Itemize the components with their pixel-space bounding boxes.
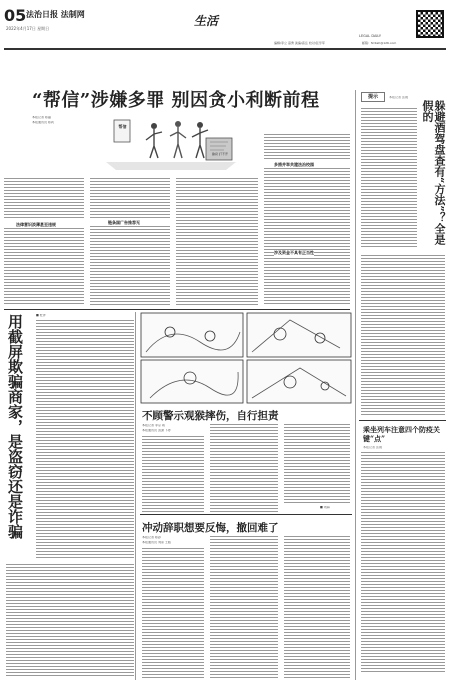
comic-strip	[140, 312, 352, 404]
main-col-4a	[264, 134, 350, 160]
middle-divider	[140, 514, 352, 515]
main-illustration	[106, 112, 236, 172]
middle-byline-2: 本报通讯员 袁潇 下亦	[142, 429, 171, 432]
bottom-col-3	[284, 536, 350, 678]
main-col-2b	[90, 226, 170, 306]
bottom-article	[140, 516, 352, 680]
sidebar-second-title: 乘坐列车注意四个防疫关键“点”	[363, 425, 440, 443]
sidebar-tag-text: 提示	[367, 94, 378, 100]
bottom-col-1	[142, 548, 204, 678]
main-byline-2: 本报通讯员 陈莉	[32, 121, 54, 124]
main-subhead-2: 涉及资金不具有正当性	[274, 250, 314, 255]
left-col-1	[36, 320, 134, 560]
email-line: 邮箱：fzrbsh@126.com	[362, 41, 397, 45]
middle-col-2	[210, 424, 278, 512]
sidebar-second-byline: 本报记者 张晨	[363, 446, 382, 449]
middle-bottom-author: ■ 刘海	[320, 506, 330, 509]
bottom-byline-1: 本报记者 陈孙	[142, 536, 161, 539]
middle-byline-1: 本报记者 李京 雨	[142, 424, 165, 427]
main-col-2	[90, 178, 170, 218]
sidebar-tag	[361, 92, 385, 102]
sidebar-vertical-title: 躲避酒驾盘查有“方法”？全是假的	[421, 100, 446, 245]
page-number: 05	[4, 6, 27, 25]
sidebar-col-1	[361, 108, 417, 248]
qr-code	[416, 10, 444, 38]
sidebar-divider	[359, 420, 446, 421]
main-col-1b	[4, 228, 84, 306]
sidebar-right	[355, 90, 446, 680]
middle-headline: 不顾警示观猴摔伤，自行担责	[142, 410, 279, 422]
illustration-sign-left: 帮信	[118, 124, 127, 129]
left-vrule	[135, 312, 136, 680]
section-title: 生活	[194, 14, 219, 28]
main-article	[4, 50, 350, 308]
sidebar-byline: 本报记者 张晨	[389, 96, 408, 99]
main-col-1	[4, 178, 84, 220]
illustration-sign-right: 偷窃 打不开	[212, 152, 228, 156]
date-line: 2022年4月17日 星期日	[6, 26, 50, 31]
bottom-col-2	[210, 536, 278, 678]
section-sub: LEGAL DAILY	[359, 34, 382, 38]
main-subhead-4: 链条国广告推荐无	[108, 220, 140, 225]
editors-line: 编辑/李立 高勇 美编/高岳 校对/张学军	[274, 41, 325, 45]
main-subhead-3: 多措并举共建法治校园	[274, 162, 314, 167]
main-divider	[4, 309, 350, 310]
bottom-byline-2: 本报通讯员 刘彦 王瓶	[142, 541, 171, 544]
main-col-4	[264, 168, 350, 306]
paper-masthead: 法治日报 法制网	[26, 9, 85, 19]
main-subhead-1: 法律意识淡薄甚至违规	[16, 222, 56, 227]
middle-col-3	[284, 424, 350, 504]
main-col-3	[176, 178, 258, 306]
sidebar-col-3	[361, 452, 445, 674]
middle-col-1	[142, 436, 204, 512]
left-vertical-title: 用截屏欺骗商家，是盗窃还是诈骗	[6, 314, 24, 539]
page-header	[4, 4, 446, 54]
left-col-2	[6, 564, 134, 676]
left-article	[4, 312, 136, 680]
main-headline: “帮信”涉嫌多罪 别因贪小利断前程	[32, 90, 320, 111]
left-byline: ■ 杜洋	[36, 314, 46, 317]
bottom-headline: 冲动辞职想要反悔，撤回难了	[142, 522, 279, 534]
main-byline-1: 本报记者 陈磊	[32, 116, 51, 119]
sidebar-vrule	[355, 90, 356, 680]
sidebar-col-2	[361, 255, 445, 415]
middle-article	[140, 312, 352, 514]
